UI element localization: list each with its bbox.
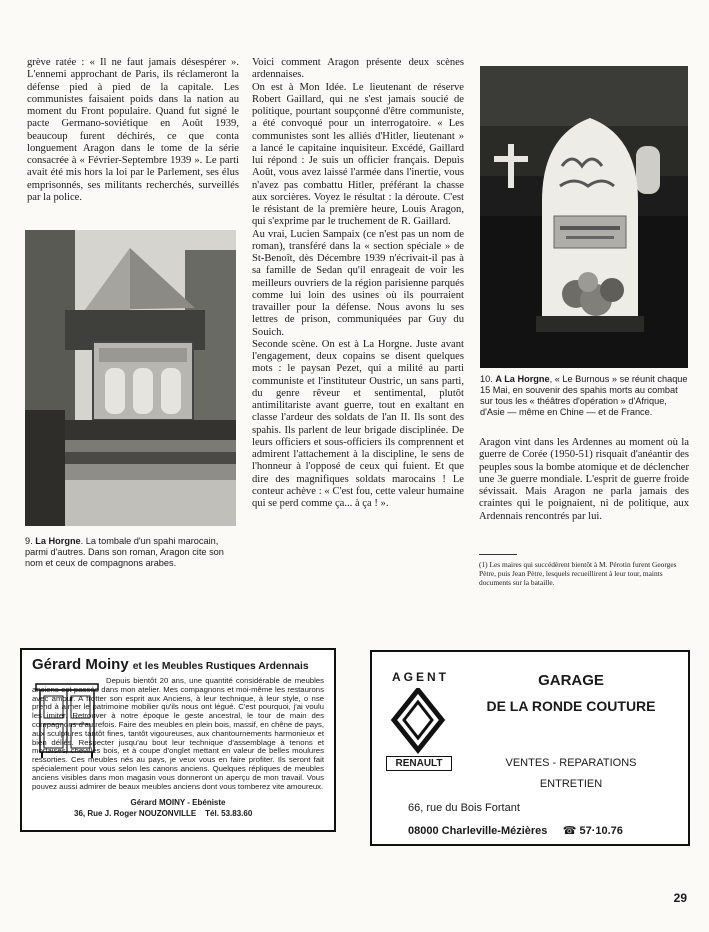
garage-phone: 57·10.76 xyxy=(579,825,623,837)
caption-10-text: , « Le Burnous » se réunit chaque 15 Mai, en souvenir des spahis morts au combat sur tous les « théâtres d'opération » d'Afrique, d'Asie — même en Chine — et de France. xyxy=(480,374,688,417)
ad-garage-ronde-couture xyxy=(370,650,690,846)
article-column-2 xyxy=(252,57,464,510)
moiny-name: Gérard Moiny xyxy=(32,656,129,673)
garage-agent: AGENT xyxy=(392,670,449,684)
article-column-3 xyxy=(479,437,689,523)
garage-services-2: ENTRETIEN xyxy=(539,778,603,790)
renault-logo-icon xyxy=(388,688,448,754)
garage-title-line-1: GARAGE xyxy=(538,672,604,689)
column-2-para-3: Au vrai, Lucien Sampaix (ce n'est pas un nom de roman), transféré dans la « section spéciale » de St-Benoît, dès Décembre 1939 n'écrivait-il pas à sa famille de Sedan qu'il enrageait de voir les meilleurs ouvriers de la région parisienne parqués comme lui loin des usines où ils pourraient travailler pour la défense. Nous avons lu ses lettres de prison, communiquées par Guy du Souich. xyxy=(252,228,464,338)
column-2-para-4: Seconde scène. On est à La Horgne. Juste avant l'engagement, deux copains se disent quelques mots : le paysan Pezet, qui a milité au parti communiste et l'instituteur Oustric, un sans parti, du genre rêveur et sentimental, plutôt antimilitariste avant guerre, tout en exaltant en classe l'ardeur des soldats de l'an II. Ils sont des spahis. Ils parlent de leur brigade disciplinée. De leurs officiers et sous-officiers ils comprennent et admirent l'attachement à la discipline, le sens de l'honneur à l'opposé de ceux qui fuient. Et que dire des magnifiques soldats marocains ! Le conteur achève : « C'est fou, cette valeur humaine qui se perd comme ça... à ça ! ». xyxy=(252,338,464,509)
moiny-signature: Gérard MOINY - Ebéniste xyxy=(130,798,226,807)
page-number: 29 xyxy=(673,891,687,905)
photo-tomb-la-horgne xyxy=(25,230,236,526)
ad-gerard-moiny xyxy=(20,648,336,832)
garage-services-1: VENTES - REPARATIONS xyxy=(505,757,637,769)
column-1-text: grève ratée : « Il ne faut jamais désespérer ». L'ennemi approchant de Paris, ils réclameront la défense pied à pied de la capitale. Les communistes faisaient poids dans la nation au moment du Front populaire. Quand fut signé le pacte Germano-soviétique en Août 1939, beaucoup furent déchirés, ce que conta longuement Aragon dans le tome de la série consacrée à « Février-Septembre 1939 ». Le parti avait été mis hors la loi par le Parlement, ses élus emprisonnés, ses militants recherchés, surveillés par la police. xyxy=(27,57,239,203)
garage-city: 08000 Charleville-Mézières xyxy=(408,825,548,837)
column-3-text: Aragon vint dans les Ardennes au moment où la guerre de Corée (1950-51) risquait d'anéantir des peuples sous la bombe atomique et de déclencher une 3e guerre mondiale. L'esprit de guerre froide sévissait. Mais Aragon ne parla jamais des craintes qui le poignaient, ni de politique, aux Ardennais rencontrés par lui. xyxy=(479,437,689,522)
moiny-phone: Tél. 53.83.60 xyxy=(205,809,253,818)
footnote-divider xyxy=(479,554,517,555)
photo-headstone-la-horgne xyxy=(480,66,688,368)
column-2-para-1: Voici comment Aragon présente deux scènes ardennaises. xyxy=(252,57,464,81)
tomb-photo-illustration xyxy=(25,230,236,526)
footnote: (1) Les maires qui succédèrent bientôt à M. Pérotin furent Georges Pètre, puis Jean Pètre, lesquels recueillirent à leur tour, maints documents sur la bataille. xyxy=(479,560,677,587)
headstone-photo-illustration xyxy=(480,66,688,368)
article-column-1 xyxy=(27,57,239,204)
garage-title-line-2: DE LA RONDE COUTURE xyxy=(486,698,656,714)
caption-9-number: 9. xyxy=(25,536,33,546)
caption-9-text: . La tombale d'un spahi marocain, parmi d'autres. Dans son roman, Aragon cite son nom et ceux de compagnons arabes. xyxy=(25,536,224,568)
photo-9-caption xyxy=(25,536,237,569)
garage-street: 66, rue du Bois Fortant xyxy=(408,802,520,814)
moiny-body-text: Depuis bientôt 20 ans, une quantité considérable de meubles anciens est passée dans mon atelier. Mes compagnons et moi-même les restaurons avec amour. A frotter son esprit aux Anciens, à leur technique, à leur style, o nse prend à aimer le patrimoine mobilier qu'ils nous ont légué. C'est pourquoi, j'ai voulu les imiter. Retrouver à notre époque le geste ancestral, le tour de main des compagnons d'autrefois. Faire des meubles en plein bois, massif, en chêne de pays, aux sculptures tantôt fines, tantôt vigoureuses, aux chantournements harmonieux et bien déliés. Respecter jusqu'au bout leur technique d'assemblage à tenons et mortaises, chevillés bois, et à coupe d'onglet mettant en valeur de belles moulures ressorties. Ces meubles nés au pays, je veux vous en faire profiter. Ils seront fait spécialement pour vous selon les canons anciens. Quelques répliques de meubles anciens visibles dans mon magasin vous donneront un aperçu de mon travail. Vous pouvez aussi admirer de beaux meubles anciens dont vous tomberez vite amoureux. xyxy=(32,676,324,791)
photo-10-caption xyxy=(480,374,690,418)
telephone-icon: ☎ xyxy=(562,825,577,837)
moiny-address: 36, Rue J. Roger NOUZONVILLE xyxy=(74,809,197,818)
caption-10-number: 10. xyxy=(480,374,493,384)
caption-10-place: A La Horgne xyxy=(495,374,550,384)
column-2-para-2: On est à Mon Idée. Le lieutenant de réserve Robert Gaillard, qui ne s'est jamais soucié de politique, pourtant soupçonné d'être communiste, a été convoqué pour un interrogatoire. « Les communistes sont les alliés d'Hitler, lieutenant » a lancé le capitaine inquisiteur. Excédé, Gaillard lui répond : Je suis un officier français. Depuis Août, vous avez laissé l'armée dans l'inertie, vous n'avez pas combattu Hitler, préférant la chasse aux sorcières. Voyez le résultat : la déroute. C'est le résistant de la première heure, Louis Aragon, qui s'exprime par le truchement de R. Gaillard. xyxy=(252,81,464,228)
moiny-tagline: et les Meubles Rustiques Ardennais xyxy=(132,661,309,672)
caption-9-place: La Horgne xyxy=(35,536,81,546)
renault-wordmark: RENAULT xyxy=(386,756,452,771)
